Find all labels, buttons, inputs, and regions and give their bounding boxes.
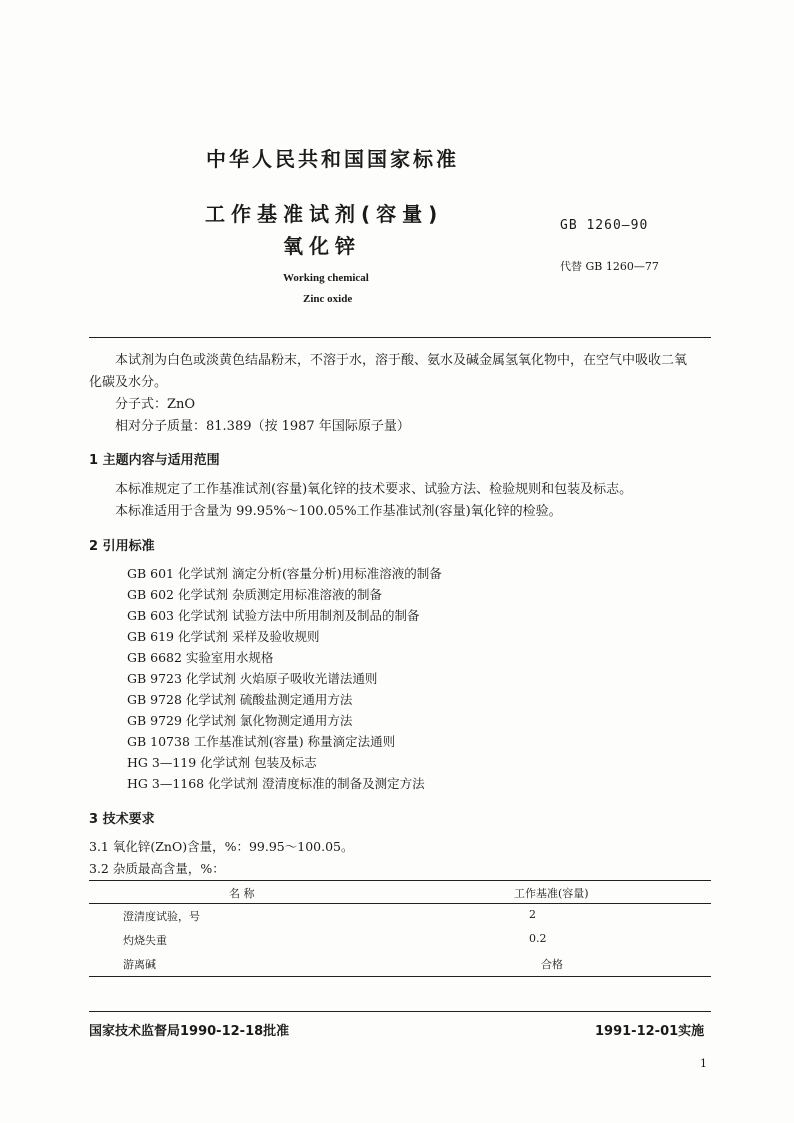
table-header-value: 工作基准(容量)	[514, 887, 589, 900]
reference-item: GB 619 化学试剂 采样及验收规则	[127, 629, 320, 644]
header-divider	[89, 337, 711, 338]
footer-divider	[89, 1011, 711, 1012]
intro-paragraph: 本试剂为白色或淡黄色结晶粉末，不溶于水，溶于酸、氨水及碱金属氢氧化物中，在空气中吸收二氧	[115, 353, 688, 368]
reference-item: GB 603 化学试剂 试验方法中所用制剂及制品的制备	[127, 608, 420, 623]
molecular-formula: 分子式：ZnO	[115, 397, 196, 412]
table-cell-name: 灼烧失重	[123, 934, 167, 947]
section-3-body	[89, 836, 354, 880]
document-title: 工作基准试剂(容量)	[205, 202, 444, 226]
intro-block	[89, 350, 711, 438]
english-subtitle: Zinc oxide	[303, 293, 353, 305]
section-1-paragraph-1: 本标准规定了工作基准试剂(容量)氧化锌的技术要求、试验方法、检验规则和包装及标志。	[115, 482, 633, 497]
intro-paragraph-cont: 化碳及水分。	[89, 375, 168, 390]
requirement-3-2: 3.2 杂质最高含量，%：	[89, 861, 225, 876]
reference-item: HG 3—119 化学试剂 包装及标志	[127, 755, 317, 770]
table-cell-value: 合格	[541, 958, 563, 971]
table-row	[89, 928, 711, 952]
section-1-body	[89, 479, 711, 523]
reference-list	[127, 563, 442, 794]
reference-item: GB 6682 实验室用水规格	[127, 650, 274, 665]
requirement-3-1: 3.1 氧化锌(ZnO)含量，%：99.95～100.05。	[89, 839, 354, 854]
table-header-row	[89, 881, 711, 903]
document-subtitle: 氧化锌	[283, 234, 361, 258]
reference-item: GB 9729 化学试剂 氯化物测定通用方法	[127, 713, 353, 728]
english-title: Working chemical	[283, 272, 369, 284]
reference-item: GB 602 化学试剂 杂质测定用标准溶液的制备	[127, 587, 382, 602]
reference-item: GB 9728 化学试剂 硫酸盐测定通用方法	[127, 692, 353, 707]
table-cell-value: 2	[529, 908, 536, 921]
table-row	[89, 904, 711, 928]
section-2-heading: 2 引用标准	[89, 539, 155, 554]
section-3-heading: 3 技术要求	[89, 812, 155, 827]
approval-note: 国家技术监督局1990-12-18批准	[89, 1024, 290, 1039]
national-standard-header: 中华人民共和国国家标准	[206, 147, 459, 171]
table-cell-name: 游离碱	[123, 958, 156, 971]
table-row	[89, 952, 711, 976]
reference-item: GB 9723 化学试剂 火焰原子吸收光谱法通则	[127, 671, 378, 686]
impurity-table	[89, 880, 711, 977]
standard-number: GB 1260—90	[560, 218, 649, 233]
table-header-name: 名 称	[229, 887, 255, 900]
reference-item: GB 10738 工作基准试剂(容量) 称量滴定法通则	[127, 734, 396, 749]
effective-date: 1991-12-01实施	[595, 1024, 705, 1039]
section-1-heading: 1 主题内容与适用范围	[89, 453, 220, 468]
section-1-paragraph-2: 本标准适用于含量为 99.95%～100.05%工作基准试剂(容量)氧化锌的检验。	[115, 504, 562, 519]
replaces-standard: 代替 GB 1260—77	[560, 260, 659, 273]
reference-item: GB 601 化学试剂 滴定分析(容量分析)用标准溶液的制备	[127, 566, 442, 581]
page-number: 1	[700, 1057, 707, 1070]
molar-mass: 相对分子质量：81.389（按 1987 年国际原子量）	[115, 419, 410, 434]
table-cell-value: 0.2	[529, 932, 547, 945]
reference-item: HG 3—1168 化学试剂 澄清度标准的制备及测定方法	[127, 776, 425, 791]
table-cell-name: 澄清度试验，号	[123, 910, 200, 923]
